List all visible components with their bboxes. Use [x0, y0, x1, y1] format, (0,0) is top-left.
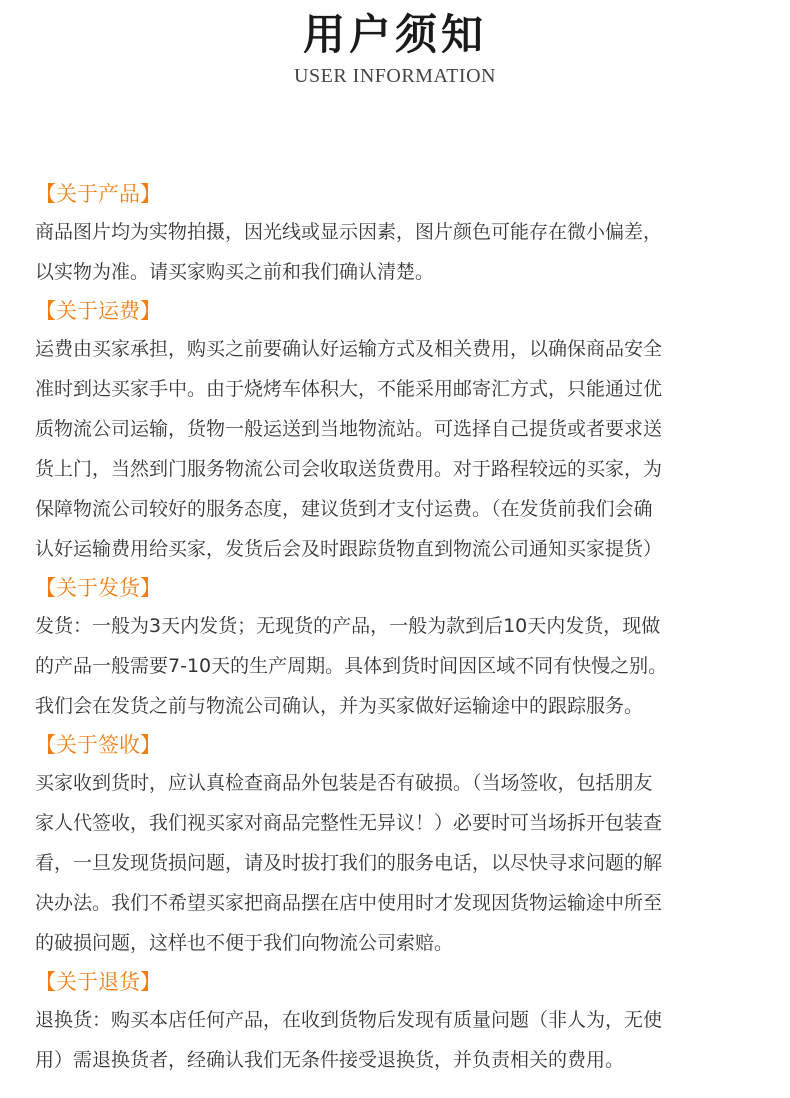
text-line: 的破损问题，这样也不便于我们向物流公司索赔。 [35, 932, 454, 954]
bracket-open: 【 [35, 299, 56, 323]
section-body [35, 329, 757, 569]
section-heading-label: 关于产品 [56, 182, 140, 206]
text-line: 看，一旦发现货损问题，请及时拔打我们的服务电话，以尽快寻求问题的解 [35, 852, 663, 874]
section-returns [35, 964, 757, 1080]
section-shipping-fee [35, 293, 757, 569]
text-line: 商品图片均为实物拍摄，因光线或显示因素，图片颜色可能存在微小偏差， [35, 221, 663, 243]
section-receipt [35, 727, 757, 963]
page-title: 用户须知 [302, 10, 487, 59]
text-line: 质物流公司运输，货物一般运送到当地物流站。可选择自己提货或者要求送 [35, 418, 663, 440]
bracket-close: 】 [140, 733, 161, 757]
section-heading-label: 关于发货 [56, 576, 140, 600]
bracket-close: 】 [140, 182, 161, 206]
section-body [35, 763, 757, 963]
text-line: 家人代签收，我们视买家对商品完整性无异议！）必要时可当场拆开包装查 [35, 812, 663, 834]
section-heading [35, 964, 757, 1000]
bracket-open: 【 [35, 576, 56, 600]
text-line: 我们会在发货之前与物流公司确认，并为买家做好运输途中的跟踪服务。 [35, 695, 644, 717]
section-heading [35, 727, 757, 763]
text-line: 的产品一般需要7-10天的生产周期。具体到货时间因区域不同有快慢之别。 [35, 655, 668, 677]
bracket-close: 】 [140, 299, 161, 323]
notice-content [35, 176, 757, 1080]
text-line: 保障物流公司较好的服务态度，建议货到才支付运费。（在发货前我们会确 [35, 498, 653, 520]
section-delivery [35, 570, 757, 726]
section-heading [35, 570, 757, 606]
section-body [35, 606, 757, 726]
section-heading-label: 关于签收 [56, 733, 140, 757]
page-header [0, 8, 790, 88]
text-line: 认好运输费用给买家，发货后会及时跟踪货物直到物流公司通知买家提货） [35, 538, 663, 560]
text-line: 用）需退换货者，经确认我们无条件接受退换货，并负责相关的费用。 [35, 1049, 625, 1071]
bracket-open: 【 [35, 182, 56, 206]
section-product [35, 176, 757, 292]
text-line: 货上门，当然到门服务物流公司会收取送货费用。对于路程较远的买家，为 [35, 458, 663, 480]
bracket-open: 【 [35, 970, 56, 994]
bracket-open: 【 [35, 733, 56, 757]
text-line: 退换货：购买本店任何产品，在收到货物后发现有质量问题（非人为，无使 [35, 1009, 663, 1031]
section-heading [35, 293, 757, 329]
section-body [35, 1000, 757, 1080]
page-subtitle: USER INFORMATION [294, 65, 496, 87]
text-line: 发货：一般为3天内发货；无现货的产品，一般为款到后10天内发货，现做 [35, 615, 661, 637]
section-heading-label: 关于运费 [56, 299, 140, 323]
bracket-close: 】 [140, 576, 161, 600]
text-line: 以实物为准。请买家购买之前和我们确认清楚。 [35, 261, 435, 283]
text-line: 决办法。我们不希望买家把商品摆在店中使用时才发现因货物运输途中所至 [35, 892, 663, 914]
text-line: 准时到达买家手中。由于烧烤车体积大，不能采用邮寄汇方式，只能通过优 [35, 378, 663, 400]
section-heading [35, 176, 757, 212]
text-line: 运费由买家承担，购买之前要确认好运输方式及相关费用，以确保商品安全 [35, 338, 663, 360]
section-heading-label: 关于退货 [56, 970, 140, 994]
text-line: 买家收到货时，应认真检查商品外包装是否有破损。（当场签收，包括朋友 [35, 772, 653, 794]
bracket-close: 】 [140, 970, 161, 994]
section-body [35, 212, 757, 292]
